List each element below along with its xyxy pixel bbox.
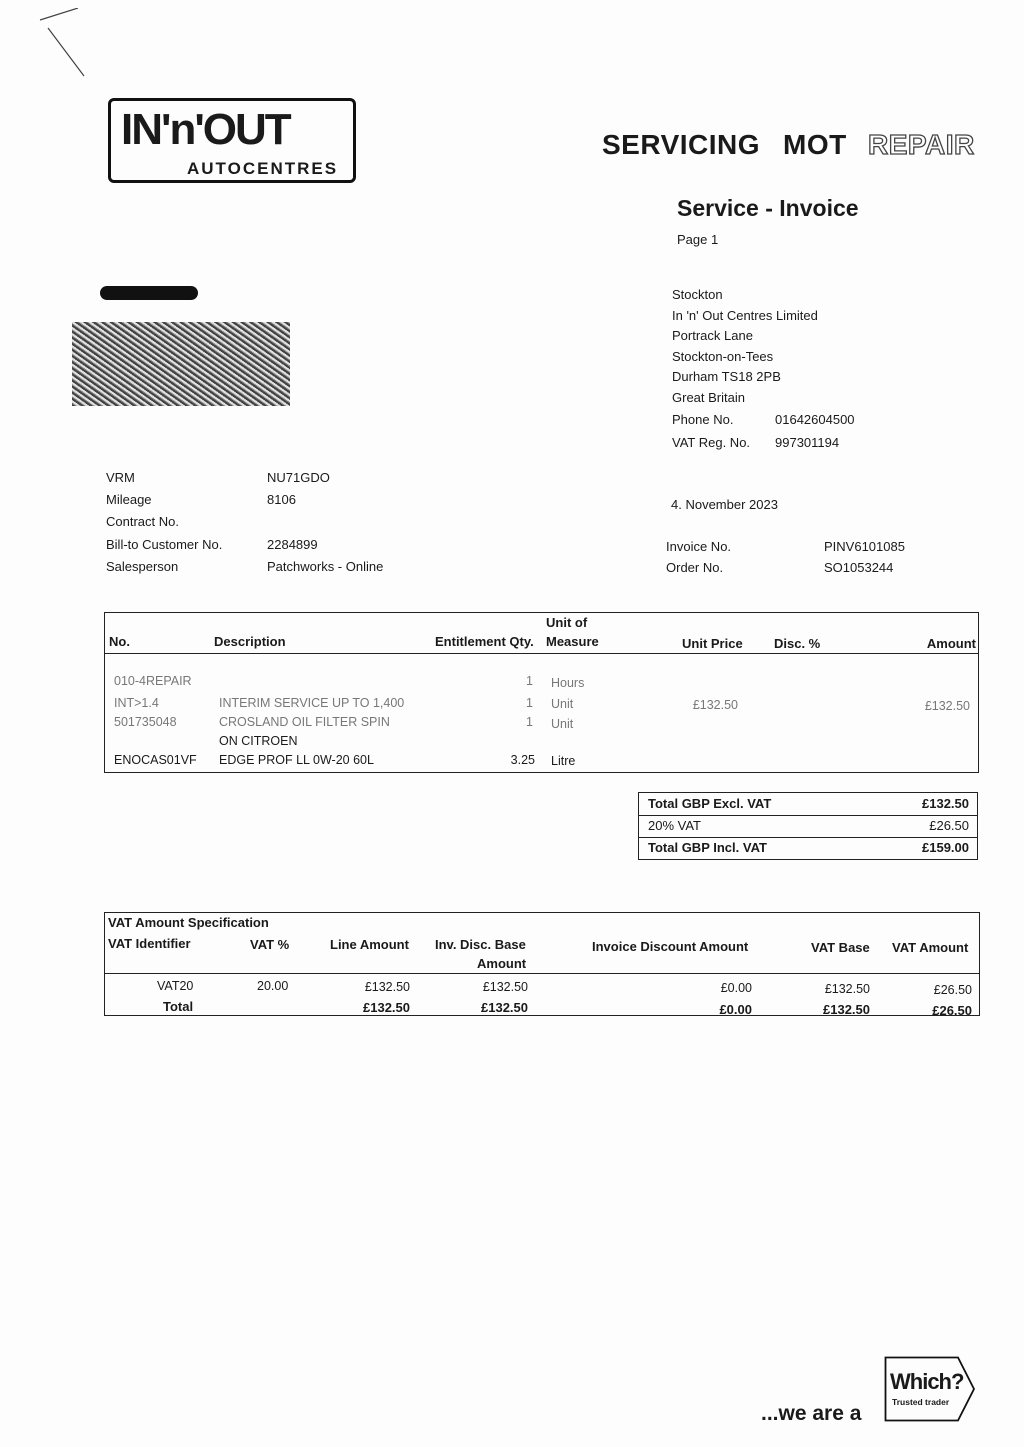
header-divider (105, 653, 978, 654)
line-no: 010-4REPAIR (114, 674, 192, 688)
mileage-row (106, 492, 296, 508)
address-line: In 'n' Out Centres Limited (672, 307, 818, 323)
logo-wordmark: IN'n'OUT (121, 105, 290, 154)
customer-label: Bill-to Customer No. (106, 537, 223, 552)
mileage-value: 8106 (267, 492, 296, 507)
vat-label: 20% VAT (648, 818, 701, 833)
which-trusted-trader-badge (884, 1356, 976, 1422)
document-title: Service - Invoice (677, 195, 859, 221)
salesperson-label: Salesperson (106, 559, 179, 574)
phone-value: 01642604500 (775, 412, 855, 427)
vat-row-line-amount: £132.50 (364, 980, 410, 994)
vat-total-vat-base: £132.50 (823, 1002, 870, 1017)
order-no-label: Order No. (666, 560, 724, 575)
vat-row-invoice-discount: £0.00 (720, 981, 752, 995)
vat-row-disc-base: £132.50 (482, 980, 528, 994)
contract-label: Contract No. (106, 514, 179, 529)
company-address (672, 285, 818, 409)
total-excl-label: Total GBP Excl. VAT (648, 796, 772, 811)
which-wordmark: Which? (890, 1369, 964, 1394)
col-header-uom-top: Unit of (546, 615, 588, 630)
line-no: INT>1.4 (114, 696, 159, 710)
invoice-no-label: Invoice No. (666, 539, 732, 554)
col-header-unit-price: Unit Price (682, 636, 743, 651)
col-header-qty: Entitlement Qty. (435, 634, 534, 649)
address-line: Portrack Lane (672, 328, 753, 344)
order-no-value: SO1053244 (824, 560, 894, 575)
vat-reg-label: VAT Reg. No. (672, 435, 751, 450)
vat-row-pct: 20.00 (257, 979, 289, 993)
contract-row (106, 514, 179, 530)
total-incl-label: Total GBP Incl. VAT (648, 840, 767, 855)
col-header-uom-bottom: Measure (546, 634, 599, 649)
vat-reg-row (672, 435, 840, 451)
col-header-disc: Disc. % (774, 636, 821, 651)
customer-value: 2284899 (267, 537, 318, 552)
address-line: Great Britain (672, 389, 745, 405)
order-no-row (666, 560, 894, 576)
vat-col-invoice-discount: Invoice Discount Amount (592, 939, 749, 954)
footer-we-are: ...we are a (761, 1402, 862, 1425)
total-excl-value: £132.50 (922, 796, 969, 811)
line-qty: 1 (526, 715, 533, 729)
line-no: ENOCAS01VF (114, 753, 197, 767)
vrm-row (106, 470, 330, 486)
vat-col-vat-amount: VAT Amount (892, 940, 969, 955)
line-qty: 3.25 (510, 753, 535, 767)
mileage-label: Mileage (106, 492, 152, 507)
vat-total-disc-base: £132.50 (481, 1000, 528, 1015)
vat-row-vat-base: £132.50 (824, 982, 870, 996)
vat-spec-title: VAT Amount Specification (108, 915, 269, 930)
line-qty: 1 (526, 696, 533, 710)
total-incl-value: £159.00 (922, 840, 969, 855)
address-line: Stockton-on-Tees (672, 348, 774, 364)
col-header-no: No. (109, 634, 130, 649)
tagline-servicing: SERVICING (602, 129, 761, 160)
vat-value: £26.50 (929, 818, 969, 833)
col-header-amount: Amount (926, 636, 976, 651)
totals-box (638, 792, 978, 860)
vat-col-pct: VAT % (250, 937, 290, 952)
line-description-cont: ON CITROEN (219, 734, 298, 748)
invoice-date: 4. November 2023 (671, 497, 778, 512)
line-description: INTERIM SERVICE UP TO 1,400 (219, 696, 405, 710)
vat-col-identifier: VAT Identifier (108, 936, 191, 951)
vat-header-divider (105, 973, 979, 974)
vat-total-label: Total (163, 999, 194, 1014)
tagline-repair: REPAIR (868, 129, 975, 160)
company-logo (108, 98, 356, 183)
vat-row (639, 815, 977, 837)
vat-row-identifier: VAT20 (157, 979, 194, 993)
vat-col-vat-base: VAT Base (811, 940, 870, 955)
tagline-mot: MOT (783, 129, 847, 160)
line-qty: 1 (526, 674, 533, 688)
line-uom: Unit (551, 717, 574, 731)
pen-mark (38, 8, 98, 80)
page-number: Page 1 (677, 232, 719, 247)
vrm-label: VRM (106, 470, 135, 485)
vat-col-line-amount: Line Amount (330, 937, 409, 952)
logo-subtitle: AUTOCENTRES (187, 159, 339, 178)
redacted-address (72, 322, 290, 406)
vat-reg-value: 997301194 (775, 435, 840, 450)
col-header-description: Description (214, 634, 286, 649)
address-line: Stockton (672, 287, 723, 302)
invoice-no-row (666, 539, 905, 555)
vat-total-line-amount: £132.50 (363, 1000, 410, 1015)
invoice-no-value: PINV6101085 (824, 539, 905, 554)
vat-total-invoice-discount: £0.00 (719, 1002, 752, 1017)
salesperson-value: Patchworks - Online (267, 559, 384, 574)
line-description: CROSLAND OIL FILTER SPIN (219, 715, 390, 729)
line-no: 501735048 (114, 715, 177, 729)
vrm-value: NU71GDO (267, 470, 330, 485)
address-line: Durham TS18 2PB (672, 369, 781, 385)
customer-row (106, 537, 318, 553)
invoice-lines-table (104, 612, 979, 773)
vat-total-vat-amount: £26.50 (932, 1003, 972, 1018)
total-incl-row (639, 837, 977, 859)
line-uom: Litre (551, 754, 576, 768)
which-subtitle: Trusted trader (892, 1397, 950, 1407)
line-uom: Hours (551, 676, 585, 690)
vat-col-disc-base-top: Inv. Disc. Base (435, 937, 526, 952)
vat-specification-table (104, 912, 980, 1016)
line-uom: Unit (551, 697, 574, 711)
phone-label: Phone No. (672, 412, 734, 427)
total-excl-row (639, 793, 977, 815)
phone-row (672, 412, 855, 428)
salesperson-row (106, 559, 384, 575)
redaction-bar (100, 286, 198, 300)
line-amount: £132.50 (924, 699, 970, 713)
vat-row-vat-amount: £26.50 (933, 983, 972, 997)
line-unit-price: £132.50 (692, 698, 738, 712)
vat-col-disc-base-bottom: Amount (477, 956, 527, 971)
line-description: EDGE PROF LL 0W-20 60L (219, 753, 374, 767)
